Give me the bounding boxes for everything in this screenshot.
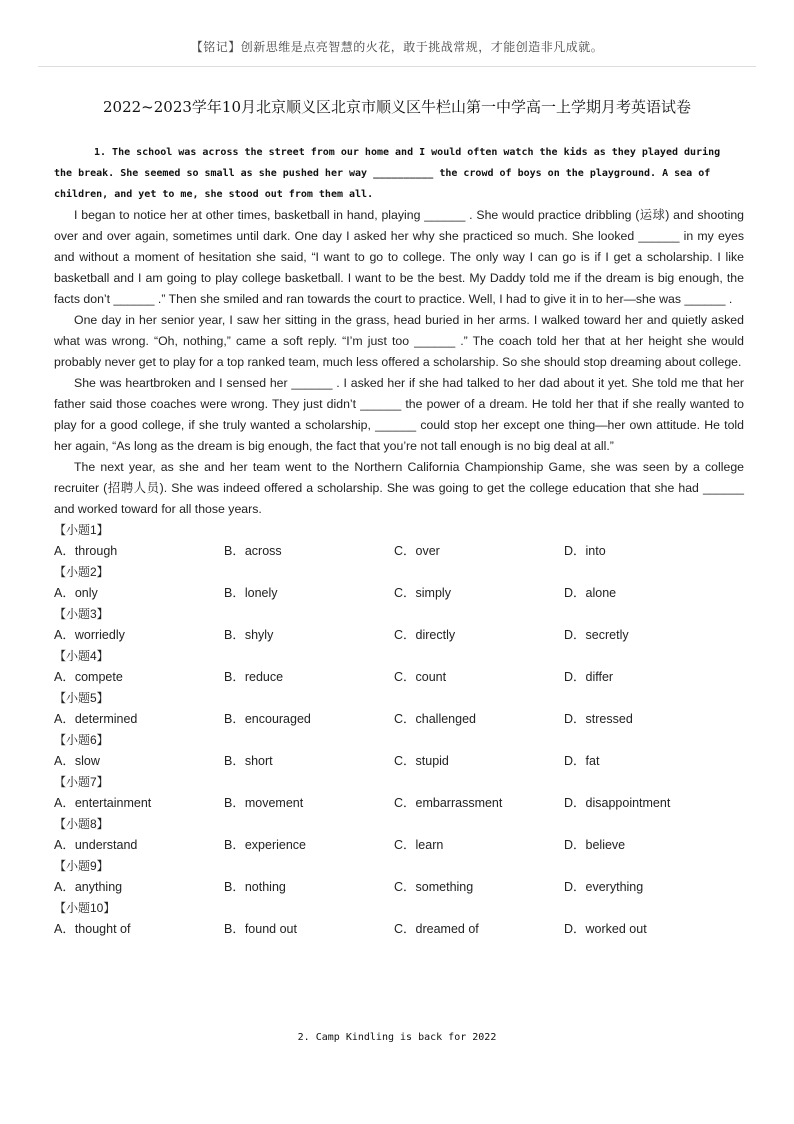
passage-paragraph: She was heartbroken and I sensed her ______ . I asked her if she had talked to her dad about it yet. She told me that her father said those coaches were wrong. They just didn’t ______ the power of a dream. He told her that if she really wanted to play for a good college, if she truly wanted a scholarship, ______ could stop her except one thing—her own attitude. He told her again, “As long as the dream is big enough, the fact that you’re not tall enough is no big deal at all.” bbox=[54, 376, 744, 453]
option-b: B．reduce bbox=[224, 670, 284, 684]
option-a: A．only bbox=[54, 586, 98, 600]
option-row bbox=[54, 835, 744, 856]
subquestion bbox=[54, 814, 744, 856]
option-c: C．stupid bbox=[394, 754, 449, 768]
option-d: D．worked out bbox=[564, 922, 647, 936]
option-row bbox=[54, 667, 744, 688]
subquestion-label: 【小题5】 bbox=[54, 691, 109, 705]
subquestion-label: 【小题2】 bbox=[54, 565, 109, 579]
option-b: B．movement bbox=[224, 796, 304, 810]
passage-paragraph: One day in her senior year, I saw her sitting in the grass, head buried in her arms. I walked toward her and quietly asked what was wrong. “Oh, nothing,” came a soft reply. “I’m just too ______ .” The coach told her that at her height she would probably never get to play for a top ranked team, much less offered a scholarship. So she should stop dreaming about college. bbox=[54, 313, 744, 369]
subquestion bbox=[54, 856, 744, 898]
option-row bbox=[54, 751, 744, 772]
subquestion-label: 【小题9】 bbox=[54, 859, 109, 873]
option-a: A．worriedly bbox=[54, 628, 125, 642]
subquestion bbox=[54, 520, 744, 562]
question-1-intro: 1. The school was across the street from our home and I would often watch the kids as they played during the break. She seemed so small as she pushed her way __________ the crowd of boys on the playground. A sea of children, and yet to me, she stood out from them all. bbox=[54, 147, 721, 200]
option-row bbox=[54, 919, 744, 940]
option-c: C．embarrassment bbox=[394, 796, 503, 810]
option-a: A．compete bbox=[54, 670, 123, 684]
option-row bbox=[54, 709, 744, 730]
subquestion-label: 【小题1】 bbox=[54, 523, 109, 537]
option-row bbox=[54, 793, 744, 814]
subquestion bbox=[54, 688, 744, 730]
option-row bbox=[54, 877, 744, 898]
option-d: D．fat bbox=[564, 754, 600, 768]
option-row bbox=[54, 625, 744, 646]
option-b: B．encouraged bbox=[224, 712, 311, 726]
subquestion-label: 【小题6】 bbox=[54, 733, 109, 747]
subquestion-label: 【小题7】 bbox=[54, 775, 109, 789]
option-c: C．challenged bbox=[394, 712, 476, 726]
subquestion-list bbox=[54, 520, 744, 940]
option-b: B．experience bbox=[224, 838, 306, 852]
option-a: A．slow bbox=[54, 754, 100, 768]
option-b: B．short bbox=[224, 754, 273, 768]
option-b: B．lonely bbox=[224, 586, 278, 600]
header-motto: 【铭记】创新思维是点亮智慧的火花，敢于挑战常规，才能创造非凡成就。 bbox=[190, 40, 604, 54]
option-c: C．simply bbox=[394, 586, 451, 600]
option-a: A．entertainment bbox=[54, 796, 152, 810]
subquestion bbox=[54, 646, 744, 688]
option-d: D．disappointment bbox=[564, 796, 671, 810]
passage-paragraph: The next year, as she and her team went to the Northern California Championship Game, she was seen by a college recruiter (招聘人员). She was indeed offered a scholarship. She was going to get the college education that she had ______ and worked toward for all those years. bbox=[54, 460, 744, 516]
page-title: 2022~2023学年10月北京顺义区北京市顺义区牛栏山第一中学高一上学期月考英语试卷 bbox=[102, 98, 691, 116]
subquestion-label: 【小题4】 bbox=[54, 649, 109, 663]
subquestion bbox=[54, 562, 744, 604]
option-d: D．alone bbox=[564, 586, 617, 600]
option-c: C．over bbox=[394, 544, 440, 558]
passage-paragraph: I began to notice her at other times, basketball in hand, playing ______ . She would practice dribbling (运球) and shooting over and over again, sometimes until dark. One day I asked her why she practiced so much. She looked ______ in my eyes and without a moment of hesitation she said, “I want to go to college. The only way I can go is if I get a scholarship. I like basketball and I am going to play college basketball. I want to be the best. My Daddy told me if the dream is big enough, the facts don’t ______ .” Then she smiled and ran towards the court to practice. Well, I had to give it in to her—she was ______ . bbox=[54, 208, 744, 306]
option-b: B．across bbox=[224, 544, 282, 558]
subquestion-label: 【小题3】 bbox=[54, 607, 109, 621]
option-d: D．stressed bbox=[564, 712, 633, 726]
option-c: C．count bbox=[394, 670, 447, 684]
option-a: A．anything bbox=[54, 880, 123, 894]
subquestion bbox=[54, 772, 744, 814]
option-b: B．found out bbox=[224, 922, 297, 936]
question-1 bbox=[54, 142, 744, 940]
option-c: C．directly bbox=[394, 628, 456, 642]
option-d: D．differ bbox=[564, 670, 614, 684]
option-b: B．shyly bbox=[224, 628, 274, 642]
option-a: A．understand bbox=[54, 838, 138, 852]
subquestion-label: 【小题8】 bbox=[54, 817, 109, 831]
option-b: B．nothing bbox=[224, 880, 286, 894]
option-c: C．something bbox=[394, 880, 474, 894]
option-a: A．thought of bbox=[54, 922, 131, 936]
option-a: A．determined bbox=[54, 712, 138, 726]
option-a: A．through bbox=[54, 544, 118, 558]
option-c: C．learn bbox=[394, 838, 444, 852]
subquestion-label: 【小题10】 bbox=[54, 901, 116, 915]
subquestion bbox=[54, 730, 744, 772]
subquestion bbox=[54, 898, 744, 940]
option-d: D．believe bbox=[564, 838, 626, 852]
question-2-heading: 2. Camp Kindling is back for 2022 bbox=[297, 1032, 497, 1043]
header-divider bbox=[38, 66, 756, 67]
option-d: D．secretly bbox=[564, 628, 629, 642]
option-row bbox=[54, 541, 744, 562]
option-d: D．into bbox=[564, 544, 606, 558]
option-row bbox=[54, 583, 744, 604]
option-d: D．everything bbox=[564, 880, 644, 894]
option-c: C．dreamed of bbox=[394, 922, 479, 936]
subquestion bbox=[54, 604, 744, 646]
